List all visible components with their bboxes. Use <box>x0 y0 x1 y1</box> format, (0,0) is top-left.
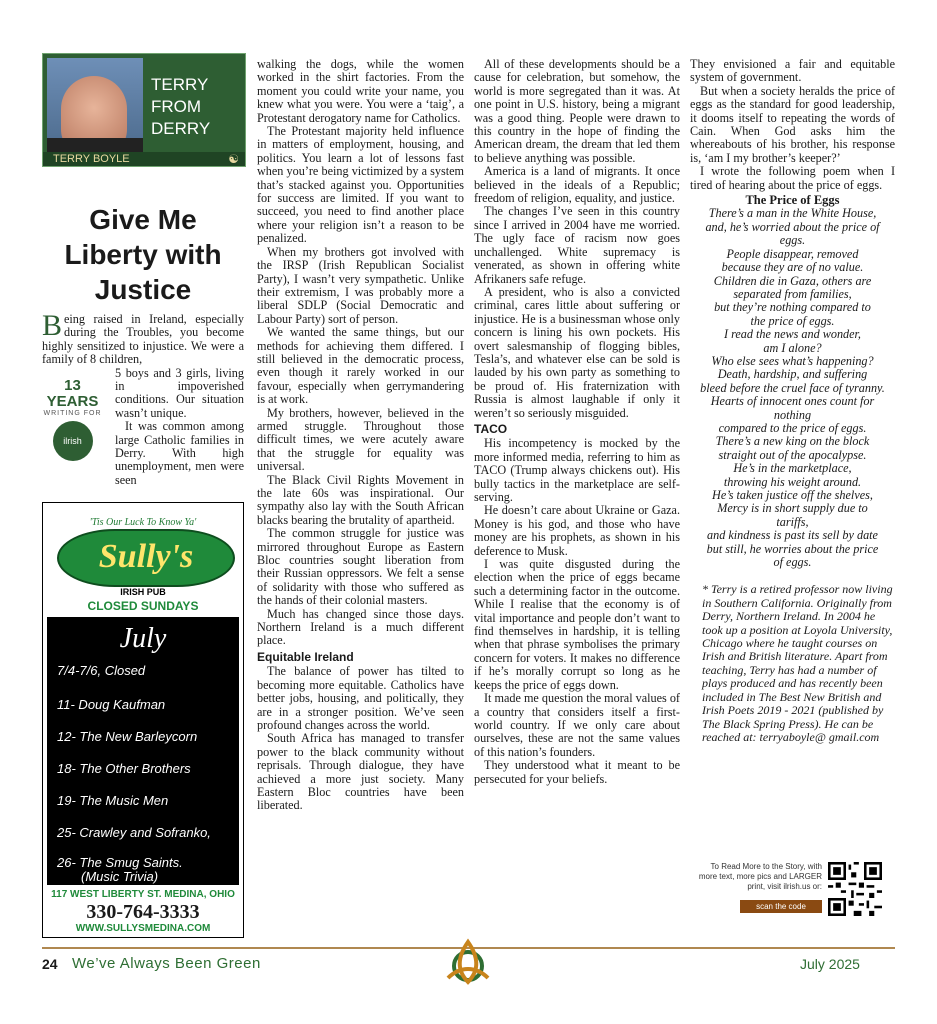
badge-writing-for: WRITING FOR <box>43 410 102 417</box>
poem-line: There’s a man in the White House, <box>708 206 877 221</box>
paragraph: America is a land of migrants. It once believed in the ideals of a Republic; freedom of religion, equality, and justice. <box>474 164 680 206</box>
paragraph: The Protestant majority held influence in matters of employment, housing, and politics. You learn a lot of lessons fast when you’re being victimized by a system that’s stacked against you. Opportunities for success are limited. If you want to succeed, you need to find another place where your religion isn’t a reason to be penalized. <box>257 124 464 246</box>
ad-event: (Music Trivia) <box>81 869 159 884</box>
ad-event: 18- The Other Brothers <box>57 761 191 776</box>
poem-line: and, he’s worried about the price of <box>705 219 880 234</box>
column-2 <box>257 58 464 813</box>
column-title-line2: DERRY <box>151 119 211 138</box>
ad-event: 12- The New Barleycorn <box>57 729 198 744</box>
column-title <box>151 74 241 140</box>
paragraph: It made me question the moral values of a country that considers itself a first-world country. If we only care about ourselves, these are not the same values of this nation’s founders. <box>474 691 680 759</box>
ad-events-panel <box>47 617 239 885</box>
paragraph: The common struggle for justice was mirrored throughout Europe as Eastern Bloc countries sought liberation from their Russian oppressors. We felt a sense of solidarity with those who suffered as the hands of their colonial masters. <box>257 526 464 608</box>
ad-website-link[interactable]: WWW.SULLYSMEDINA.COM <box>75 923 211 934</box>
celtic-knot-icon: ☯ <box>228 152 239 166</box>
poem-line: nothing <box>773 407 812 422</box>
paragraph: The Black Civil Rights Movement in the late 60s was inspirational. Our sympathy also lay with the South African blacks bearing the brutality of apartheid. <box>257 472 464 527</box>
ad-phone[interactable]: 330-764-3333 <box>86 901 200 923</box>
author-bio: * Terry is a retired professor now living in Southern California. Originally from Derry, Northern Ireland. In 2004 he took up a position at Loyola University, Chicago where he taught courses on Irish and British literature. Apart from teaching, Terry has had a number of plays produced and has recently been included in The Best New British and Irish Poets 2019 - 2021 (published by The Black Spring Press). He can be reached at: terryaboyle@ gmail.com <box>702 582 893 744</box>
poem-line: the price of eggs. <box>750 313 835 328</box>
paragraph: Much has changed since those days. Northern Ireland is a much different place. <box>257 606 464 648</box>
paragraph: They envisioned a fair and equitable system of government. <box>690 57 895 85</box>
ad-event: 11- Doug Kaufman <box>57 697 166 712</box>
poem-line: Death, hardship, and suffering <box>717 367 868 382</box>
author-photo <box>47 58 143 154</box>
poem-title: The Price of Eggs <box>745 193 840 208</box>
poem-line: and kindness is past its sell by date <box>707 528 878 543</box>
ad-month: July <box>119 623 167 654</box>
column-header <box>42 53 246 167</box>
headline-line2: Liberty with <box>64 239 222 270</box>
read-more-text: To Read More to the Story, with more text, more pics and LARGER print, visit ilrish.us or: <box>698 862 822 891</box>
author-name: TERRY BOYLE <box>53 153 130 165</box>
author-name-bar <box>43 152 245 166</box>
irish-logo: ilrish <box>53 421 93 461</box>
column-title-line1: TERRY FROM <box>151 75 209 116</box>
ad-pub-label: IRISH PUB <box>120 587 166 597</box>
poem-line: Hearts of innocent ones count for <box>710 394 875 409</box>
subhead-equitable-ireland: Equitable Ireland <box>257 649 354 664</box>
paragraph-text: eing raised in Ireland, especially during the Troubles, you become highly sensitized to injustice. We were a family of 8 children, <box>42 312 244 367</box>
sullys-ad[interactable] <box>42 502 244 938</box>
poem-line: but they’re nothing compared to <box>714 300 871 315</box>
poem-line: tariffs, <box>776 514 809 529</box>
paragraph <box>42 309 244 367</box>
page-number: 24 <box>42 956 58 972</box>
poem-line: am I alone? <box>763 340 822 355</box>
ad-address: 117 WEST LIBERTY ST. MEDINA, OHIO <box>51 889 235 900</box>
poem-line: bleed before the cruel face of tyranny. <box>700 380 885 395</box>
poem-line: of eggs. <box>773 555 812 570</box>
ad-event: 25- Crawley and Sofranko, <box>57 825 211 840</box>
paragraph: But when a society heralds the price of eggs as the standard for good leadership, it dooms itself to repeating the words of Cain. When God asks him the whereabouts of his brother, his response is, ‘am I my brother’s keeper?’ <box>690 83 895 165</box>
poem-line: straight out of the apocalypse. <box>718 447 867 462</box>
paragraph: We wanted the same things, but our methods for achieving them differed. I still believed in the democratic process, even though it rarely worked in our favour, especially when gerrymandering is at work. <box>257 325 464 407</box>
paragraph: I was quite disgusted during the election when the price of eggs became such a determining factor in the outcome. While I realise that the economy is of vital importance and people don’t want to find themselves in hardship, it is telling when that phrase symbolises the primary concern for voters. It makes no difference if he’s morally corrupt so long as he keeps the price of eggs down. <box>474 557 680 692</box>
poem-line: Mercy is in short supply due to <box>717 501 868 516</box>
celtic-knot-icon <box>440 936 496 992</box>
poem-line: I read the news and wonder, <box>724 327 861 342</box>
issue-date: July 2025 <box>800 956 860 972</box>
poem-line: eggs. <box>779 233 806 248</box>
poem-line: throwing his weight around. <box>723 474 862 489</box>
column-3 <box>474 58 680 786</box>
paragraph: When my brothers got involved with the IRSP (Irish Republican Socialist Party), I wasn’t very sympathetic. Unlike their extremism, I was probably more a liberal SDLP (Social Democratic and Labour Party) sort of person. <box>257 244 464 326</box>
paragraph: All of these developments should be a cause for celebration, but somehow, the world is more segregated than it was. At one point in U.S. history, being a migrant was a good thing. People were drawn to this country in the hope of finding the American dream, the dream that led them to believe anything was possible. <box>474 57 680 165</box>
poem-line: There’s a new king on the block <box>715 434 870 449</box>
paragraph: I wrote the following poem when I tired of hearing about the price of eggs. <box>690 164 895 192</box>
paragraph: walking the dogs, while the women worked in the shirt factories. From the moment you could write your name, you knew what you were. You were a ‘taig’, a Protestant derogatory name for Catholics. <box>257 57 464 125</box>
dropcap: B <box>42 309 63 342</box>
paragraph: He doesn’t care about Ukraine or Gaza. Money is his god, and those who have money are his prophets, as shown in his deference to Musk. <box>474 503 680 558</box>
paragraph: A president, who is also a convicted criminal, cares little about suffering or injustice. He is a businessman whose only concern is lining his own pockets. His overt salesmanship of flogging bibles, Tesla’s, and whatever else can be sold is lauded by his own party as something to be proud of. His fraternization with Russia is almost laughable if only it weren’t so seriously misguided. <box>474 284 680 420</box>
poem-line: He’s taken justice off the shelves, <box>712 488 873 502</box>
ad-tagline: 'Tis Our Luck To Know Ya' <box>89 517 197 528</box>
paragraph: They understood what it meant to be persecuted for your beliefs. <box>474 758 680 786</box>
qr-code-icon[interactable] <box>828 862 882 916</box>
ad-event: 19- The Music Men <box>57 793 169 808</box>
footer-tagline: We’ve Always Been Green <box>72 955 261 972</box>
badge-years: 13 YEARS <box>46 377 99 410</box>
poem-line: because they are of no value. <box>721 260 864 275</box>
paragraph: The changes I’ve seen in this country since I arrived in 2004 have me worried. The ugly face of racism now goes unchallenged. White supremacy is venerated, as shown in offering white Afrikaners safe refuge. <box>474 204 680 286</box>
poem-line: Children die in Gaza, others are <box>713 273 872 288</box>
ad-closed: CLOSED SUNDAYS <box>87 599 199 613</box>
paragraph: It was common among large Catholic families in Derry. With high unemployment, men were seen <box>115 419 244 487</box>
years-badge <box>40 378 105 462</box>
column-4 <box>690 58 895 744</box>
ad-event: 7/4-7/6, Closed <box>57 663 146 678</box>
ad-event: 26- The Smug Saints. <box>57 855 183 870</box>
headline-line3: Justice <box>94 274 192 305</box>
paragraph: The balance of power has tilted to becoming more equitable. Catholics have better jobs, housing, and politically, they are in a stronger position. We’ve seen profound changes across the world. <box>257 664 464 732</box>
paragraph: 5 boys and 3 girls, living in impoverished conditions. Our situation wasn’t unique. <box>115 365 244 420</box>
subhead-taco: TACO <box>474 421 508 436</box>
poem-line: People disappear, removed <box>726 246 859 261</box>
poem <box>690 207 895 569</box>
paragraph: My brothers, however, believed in the armed struggle. Throughout those difficult times, we were acutely aware that the struggle for equality was universal. <box>257 405 464 474</box>
paragraph: His incompetency is mocked by the more informed media, referring to him as TACO (Trump always chickens out). His bully tactics in the marketplace are self-serving. <box>474 436 680 504</box>
poem-line: Who else sees what’s happening? <box>711 353 874 368</box>
sullys-logo: Sully's <box>57 529 235 587</box>
scan-code-label[interactable]: scan the code <box>740 900 822 913</box>
headline-line1: Give Me <box>89 204 197 235</box>
headline <box>42 202 244 307</box>
poem-line: compared to the price of eggs. <box>718 420 867 435</box>
poem-line: separated from families, <box>733 286 852 301</box>
poem-line: He’s in the marketplace, <box>733 461 852 476</box>
poem-line: but still, he worries about the price <box>706 541 879 556</box>
paragraph: South Africa has managed to transfer power to the black community without reprisals. Through dialogue, they have achieved a more just society. Many Eastern Bloc countries have been liberated. <box>257 731 464 813</box>
